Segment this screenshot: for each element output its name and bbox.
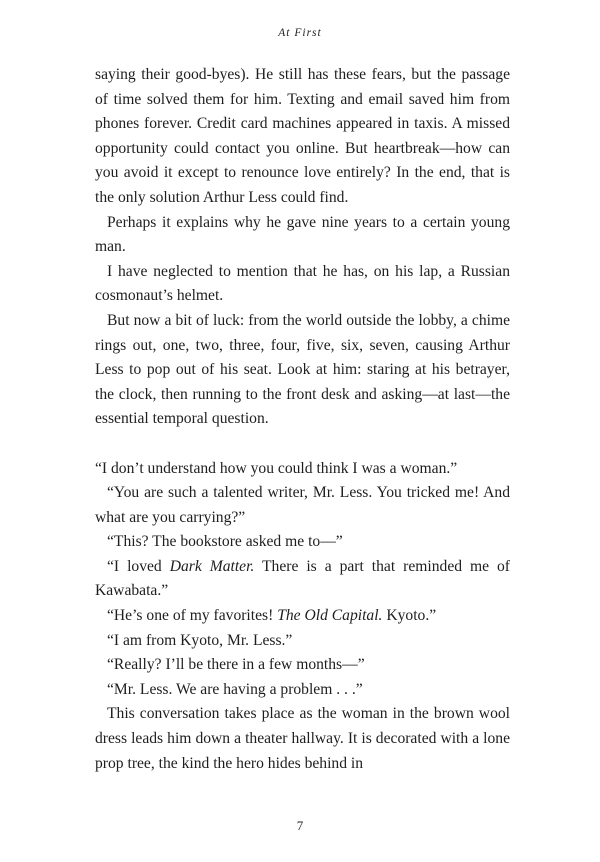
body-text xyxy=(95,63,510,776)
paragraph: “I don’t understand how you could think I was a woman.” xyxy=(95,459,458,477)
section-break xyxy=(95,432,510,457)
paragraph: “This? The bookstore asked me to—” xyxy=(107,533,343,551)
paragraph: “You are such a talented writer, Mr. Less. You tricked me! And what are you carrying?” xyxy=(95,484,510,526)
text-run: Kyoto.” xyxy=(382,607,437,625)
paragraph: “Mr. Less. We are having a problem . . .” xyxy=(107,680,363,698)
text-run: “I loved xyxy=(107,557,170,575)
running-head: At First xyxy=(278,27,322,39)
paragraph: “Really? I’ll be there in a few months—” xyxy=(107,656,365,674)
paragraph: But now a bit of luck: from the world outside the lobby, a chime rings out, one, two, three, four, five, six, seven, causing Arthur Less to pop out of his seat. Look at him: staring at his betrayer, the clock, then running to the front desk and asking—at last—the essential temporal question. xyxy=(95,311,510,428)
paragraph: “I am from Kyoto, Mr. Less.” xyxy=(107,631,293,649)
book-title: Dark Matter. xyxy=(169,557,255,575)
paragraph xyxy=(95,604,510,629)
page-number: 7 xyxy=(296,818,304,833)
paragraph: Perhaps it explains why he gave nine years to a certain young man. xyxy=(95,213,510,256)
paragraph: This conversation takes place as the woman in the brown wool dress leads him down a theater hallway. It is decorated with a lone prop tree, the kind the hero hides behind in xyxy=(95,705,510,772)
paragraph: saying their good-byes). He still has these fears, but the passage of time solved them for him. Texting and email saved him from phones forever. Credit card machines appeared in taxis. A missed opportunity could contact you online. But heartbreak—how can you avoid it except to renounce love entirely? In the end, that is the only solution Arthur Less could find. xyxy=(95,66,510,206)
text-run: “He’s one of my favorites! xyxy=(107,607,278,625)
paragraph: I have neglected to mention that he has, on his lap, a Russian cosmonaut’s helmet. xyxy=(95,262,510,305)
text-run: There is a part that reminded me of Kawabata.” xyxy=(95,557,511,600)
paragraph xyxy=(95,555,510,604)
book-title: The Old Capital. xyxy=(277,607,383,625)
